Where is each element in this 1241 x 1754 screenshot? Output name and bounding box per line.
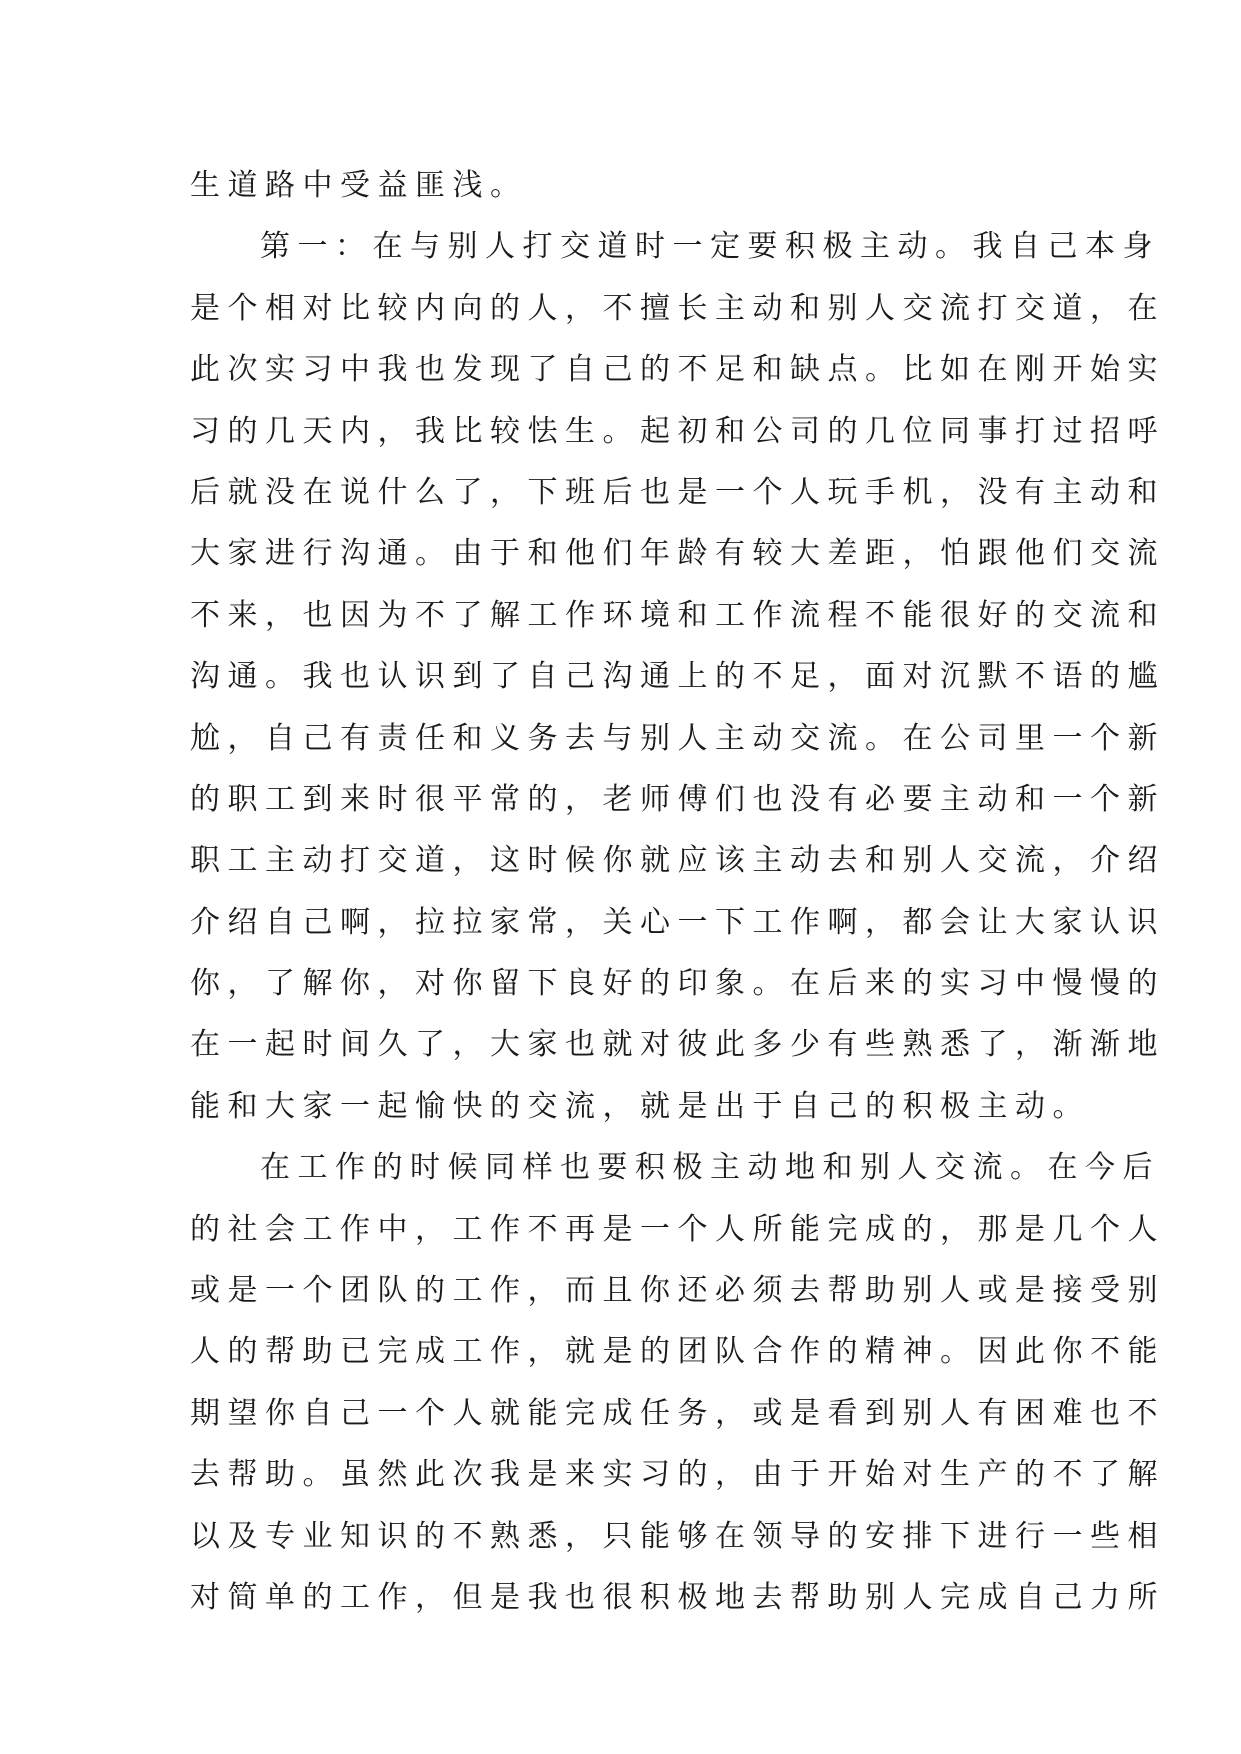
text-line: 沟通。我也认识到了自己沟通上的不足，面对沉默不语的尴 [190, 659, 1165, 695]
text-line: 去帮助。虽然此次我是来实习的，由于开始对生产的不了解 [190, 1457, 1165, 1493]
text-line: 以及专业知识的不熟悉，只能够在领导的安排下进行一些相 [190, 1518, 1165, 1554]
text-line: 介绍自己啊，拉拉家常，关心一下工作啊，都会让大家认识 [190, 904, 1165, 940]
text-line: 你，了解你，对你留下良好的印象。在后来的实习中慢慢的 [190, 966, 1165, 1002]
text-line: 习的几天内，我比较怯生。起初和公司的几位同事打过招呼 [190, 413, 1165, 449]
paragraph [190, 1137, 1165, 1628]
text-line: 或是一个团队的工作，而且你还必须去帮助别人或是接受别 [190, 1273, 1165, 1309]
text-line: 人的帮助已完成工作，就是的团队合作的精神。因此你不能 [190, 1334, 1165, 1370]
text-line: 期望你自己一个人就能完成任务，或是看到别人有困难也不 [190, 1395, 1165, 1431]
text-line: 大家进行沟通。由于和他们年龄有较大差距，怕跟他们交流 [190, 536, 1165, 572]
paragraph [190, 216, 1165, 1137]
text-line: 对简单的工作，但是我也很积极地去帮助别人完成自己力所 [190, 1579, 1165, 1615]
text-line: 后就没在说什么了，下班后也是一个人玩手机，没有主动和 [190, 474, 1165, 510]
text-line: 生道路中受益匪浅。 [190, 168, 528, 203]
text-line: 能和大家一起愉快的交流，就是出于自己的积极主动。 [190, 1088, 1090, 1124]
text-line: 职工主动打交道，这时候你就应该主动去和别人交流，介绍 [190, 843, 1165, 879]
document-body [190, 155, 1165, 1628]
paragraph [190, 155, 1050, 216]
text-line: 的社会工作中，工作不再是一个人所能完成的，那是几个人 [190, 1211, 1165, 1247]
text-line: 此次实习中我也发现了自己的不足和缺点。比如在刚开始实 [190, 352, 1165, 388]
text-line: 在工作的时候同样也要积极主动地和别人交流。在今后 [260, 1150, 1160, 1186]
text-line: 尬，自己有责任和义务去与别人主动交流。在公司里一个新 [190, 720, 1165, 756]
text-line: 第一：在与别人打交道时一定要积极主动。我自己本身 [260, 229, 1160, 265]
text-line: 是个相对比较内向的人，不擅长主动和别人交流打交道，在 [190, 290, 1165, 326]
text-line: 的职工到来时很平常的，老师傅们也没有必要主动和一个新 [190, 781, 1165, 817]
text-line: 不来，也因为不了解工作环境和工作流程不能很好的交流和 [190, 597, 1165, 633]
text-line: 在一起时间久了，大家也就对彼此多少有些熟悉了，渐渐地 [190, 1027, 1165, 1063]
